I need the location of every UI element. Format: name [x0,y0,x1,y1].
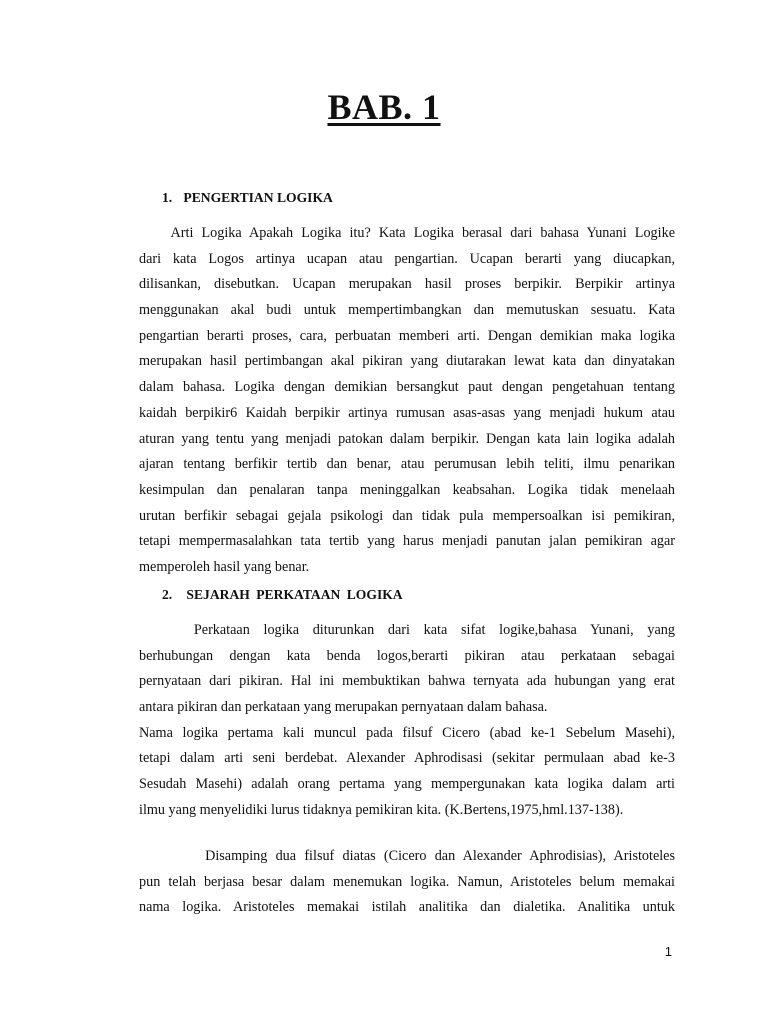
section-title: PENGERTIAN LOGIKA [183,190,333,205]
paragraph-sejarah-perkataan-logika [139,618,675,824]
text-line: merupakan hasil pertimbangan akal pikiran yang diutarakan lewat kata dan dinyatakan [139,353,675,370]
text-line: antara pikiran dan perkataan yang merupakan pernyataan dalam bahasa. [139,699,548,716]
text-line: menggunakan akal budi untuk mempertimbangkan dan memutuskan sesuatu. Kata [139,302,675,319]
text-line: ilmu yang menyelidiki lurus tidaknya pemikiran kita. (K.Bertens,1975,hml.137-138). [139,801,624,818]
text-line: pernyataan dari pikiran. Hal ini membuktikan bahwa ternyata ada hubungan yang erat [139,673,675,690]
section-number: 1. [162,190,173,205]
text-line: dilisankan, disebutkan. Ucapan merupakan hasil proses berpikir. Berpikir artinya [139,276,675,293]
text-line: Perkataan logika diturunkan dari kata sifat logike,bahasa Yunani, yang [139,622,675,638]
section-heading-1 [162,190,333,206]
page-number: 1 [664,944,672,959]
paragraph-pengertian-logika [139,221,675,581]
paragraph-aristoteles [139,844,675,921]
text-line: kesimpulan dan penalaran tanpa meninggalkan keabsahan. Logika tidak menelaah [139,481,675,498]
text-line: nama logika. Aristoteles memakai istilah analitika dan dialetika. Analitika untuk [139,899,675,916]
text-line: pun telah berjasa besar dalam menemukan logika. Namun, Aristoteles belum memakai [139,873,675,890]
text-line: berhubungan dengan kata benda logos,berarti pikiran atau perkataan sebagai [139,647,675,664]
text-line: dalam bahasa. Logika dengan demikian bersangkut paut dengan pengetahuan tentang [139,379,675,396]
text-line: tetapi dalam arti seni berdebat. Alexander Aphrodisasi (sekitar permulaan abad ke-3 [139,750,675,767]
text-line: tetapi mempermasalahkan tata tertib yang harus menjadi panutan jalan pemikiran agar [139,533,675,550]
section-number: 2. [162,587,173,602]
text-line: Nama logika pertama kali muncul pada filsuf Cicero (abad ke-1 Sebelum Masehi), [139,724,675,741]
text-line: ajaran tentang berfikir tertib dan benar, atau perumusan lebih teliti, ilmu penarikan [139,456,675,473]
text-line: aturan yang tentu yang menjadi patokan dalam berpikir. Dengan kata lain logika adalah [139,430,675,447]
text-line: urutan berfikir sebagai gejala psikologi dan tidak pula mempersoalkan isi pemikiran, [139,507,675,524]
text-line: Arti Logika Apakah Logika itu? Kata Logika berasal dari bahasa Yunani Logike [139,225,675,241]
text-line: Sesudah Masehi) adalah orang pertama yang mempergunakan kata logika dalam arti [139,776,675,793]
text-line: dari kata Logos artinya ucapan atau pengartian. Ucapan berarti yang diucapkan, [139,250,675,267]
text-line: kaidah berpikir6 Kaidah berpikir artinya rumusan asas-asas yang menjadi hukum atau [139,404,675,421]
chapter-title: BAB. 1 [327,87,441,127]
text-line: pengartian berarti proses, cara, perbuatan memberi arti. Dengan demikian maka logika [139,327,675,344]
text-line: Disamping dua filsuf diatas (Cicero dan Alexander Aphrodisias), Aristoteles [139,848,675,864]
section-heading-2 [162,587,403,603]
text-line: memperoleh hasil yang benar. [139,558,310,575]
section-title: SEJARAH PERKATAAN LOGIKA [186,587,403,602]
